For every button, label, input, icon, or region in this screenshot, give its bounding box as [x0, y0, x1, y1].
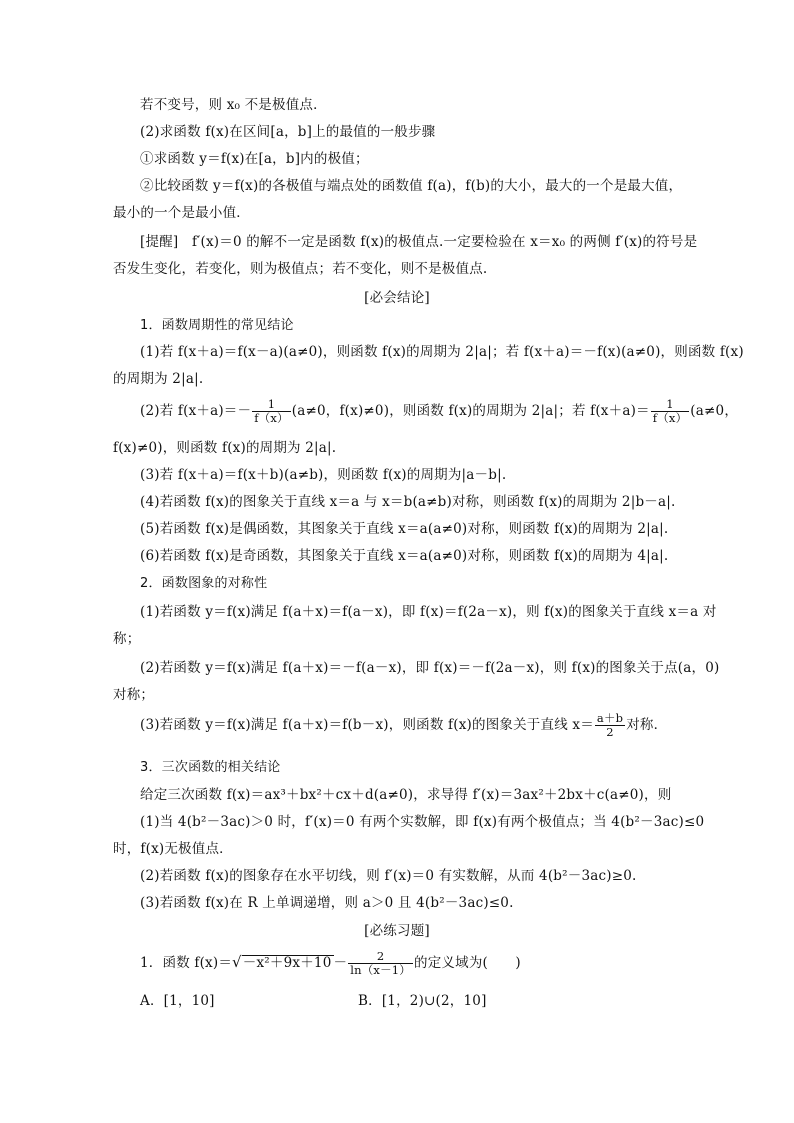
fraction — [651, 398, 690, 425]
text-line: (3)若函数 f(x)在 R 上单调递增，则 a＞0 且 4(b²－3ac)≤0. — [140, 895, 514, 911]
question-text: 1．函数 f(x)＝ — [140, 955, 233, 971]
formula-line — [140, 712, 667, 739]
fraction-numerator: a＋b — [596, 711, 624, 725]
fraction-numerator: 1 — [666, 397, 674, 411]
radicand: －x²＋9x＋10 — [242, 955, 332, 971]
formula-text: (a≠0，f(x)≠0)，则函数 f(x)的周期为 2|a|；若 f(x＋a)＝ — [291, 403, 650, 419]
fraction-denominator: ln（x－1） — [350, 963, 412, 977]
exercise-question — [140, 950, 521, 977]
fraction-denominator: 2 — [595, 725, 625, 739]
fraction-numerator: 2 — [376, 949, 385, 963]
fraction-denominator: f（x） — [652, 411, 688, 425]
text-line: (1)若函数 y＝f(x)满足 f(a＋x)＝f(a－x)，即 f(x)＝f(2a－x)，则 f(x)的图象关于直线 x＝a 对 — [140, 604, 717, 620]
subsection-title: 1．函数周期性的常见结论 — [140, 318, 294, 333]
reminder-line: [提醒] f′(x)＝0 的解不一定是函数 f(x)的极值点.一定要检验在 x＝x₀ 的两侧 f′(x)的符号是 — [140, 234, 698, 250]
text-line: ①求函数 y＝f(x)在[a，b]内的极值； — [140, 151, 369, 167]
formula-text: (3)若函数 y＝f(x)满足 f(a＋x)＝f(b－x)，则函数 f(x)的图象关于直线 x＝ — [140, 717, 594, 733]
text-line: 时，f(x)无极值点． — [113, 841, 233, 857]
text-line: ②比较函数 y＝f(x)的各极值与端点处的函数值 f(a)，f(b)的大小，最大的一个是最大值， — [140, 178, 683, 194]
question-text: 的定义域为( ) — [414, 955, 521, 971]
text-line: (1)若 f(x＋a)＝f(x－a)(a≠0)，则函数 f(x)的周期为 2|a|；若 f(x＋a)＝－f(x)(a≠0)，则函数 f(x) — [140, 344, 744, 360]
question-text: － — [333, 955, 348, 971]
section-heading: [必练习题] — [364, 923, 430, 939]
text-line: 称； — [113, 631, 141, 647]
subsection-title: 3．三次函数的相关结论 — [140, 760, 281, 775]
fraction — [252, 398, 291, 425]
text-line: (6)若函数 f(x)是奇函数，其图象关于直线 x＝a(a≠0)对称，则函数 f(x)的周期为 4|a|. — [140, 548, 669, 564]
formula-text: (2)若 f(x＋a)＝－ — [140, 403, 252, 419]
text-line: (2)若函数 y＝f(x)满足 f(a＋x)＝－f(a－x)，即 f(x)＝－f(2a－x)，则 f(x)的图象关于点(a，0) — [140, 660, 720, 676]
reminder-line: 否发生变化，若变化，则为极值点；若不变化，则不是极值点. — [113, 261, 488, 277]
fraction — [348, 950, 413, 977]
fraction-denominator: f（x） — [254, 411, 289, 425]
text-line: (1)当 4(b²－3ac)＞0 时，f′(x)＝0 有两个实数解，即 f(x)有两个极值点；当 4(b²－3ac)≤0 — [140, 814, 705, 830]
text-line: (4)若函数 f(x)的图象关于直线 x＝a 与 x＝b(a≠b)对称，则函数 f(x)的周期为 2|b－a|. — [140, 494, 676, 510]
text-line: (3)若 f(x＋a)＝f(x＋b)(a≠b)，则函数 f(x)的周期为|a－b|. — [140, 467, 507, 483]
text-line: 的周期为 2|a|. — [113, 371, 204, 387]
text-line: 对称； — [113, 687, 155, 703]
subsection-title: 2．函数图象的对称性 — [140, 576, 268, 591]
text-line: 最小的一个是最小值． — [113, 205, 250, 221]
formula-text: (a≠0， — [690, 403, 739, 419]
fraction — [595, 712, 625, 739]
text-line: (2)求函数 f(x)在区间[a，b]上的最值的一般步骤 — [140, 124, 436, 140]
section-heading: [必会结论] — [364, 290, 430, 306]
formula-text: 对称． — [626, 717, 668, 733]
formula-line — [140, 398, 738, 425]
text-line: 若不变号，则 x₀ 不是极值点． — [140, 97, 327, 113]
sqrt-icon: √ — [232, 953, 242, 971]
text-line: 给定三次函数 f(x)＝ax³＋bx²＋cx＋d(a≠0)，求导得 f′(x)＝3ax²＋2bx＋c(a≠0)，则 — [140, 787, 672, 803]
text-line: f(x)≠0)，则函数 f(x)的周期为 2|a|. — [113, 440, 337, 456]
option-a[interactable]: A．[1，10] — [140, 993, 215, 1009]
option-b[interactable]: B．[1，2)∪(2，10] — [358, 993, 487, 1009]
text-line: (2)若函数 f(x)的图象存在水平切线，则 f′(x)＝0 有实数解，从而 4(b²－3ac)≥0. — [140, 868, 637, 884]
fraction-numerator: 1 — [267, 397, 276, 411]
text-line: (5)若函数 f(x)是偶函数，其图象关于直线 x＝a(a≠0)对称，则函数 f(x)的周期为 2|a|. — [140, 521, 669, 537]
